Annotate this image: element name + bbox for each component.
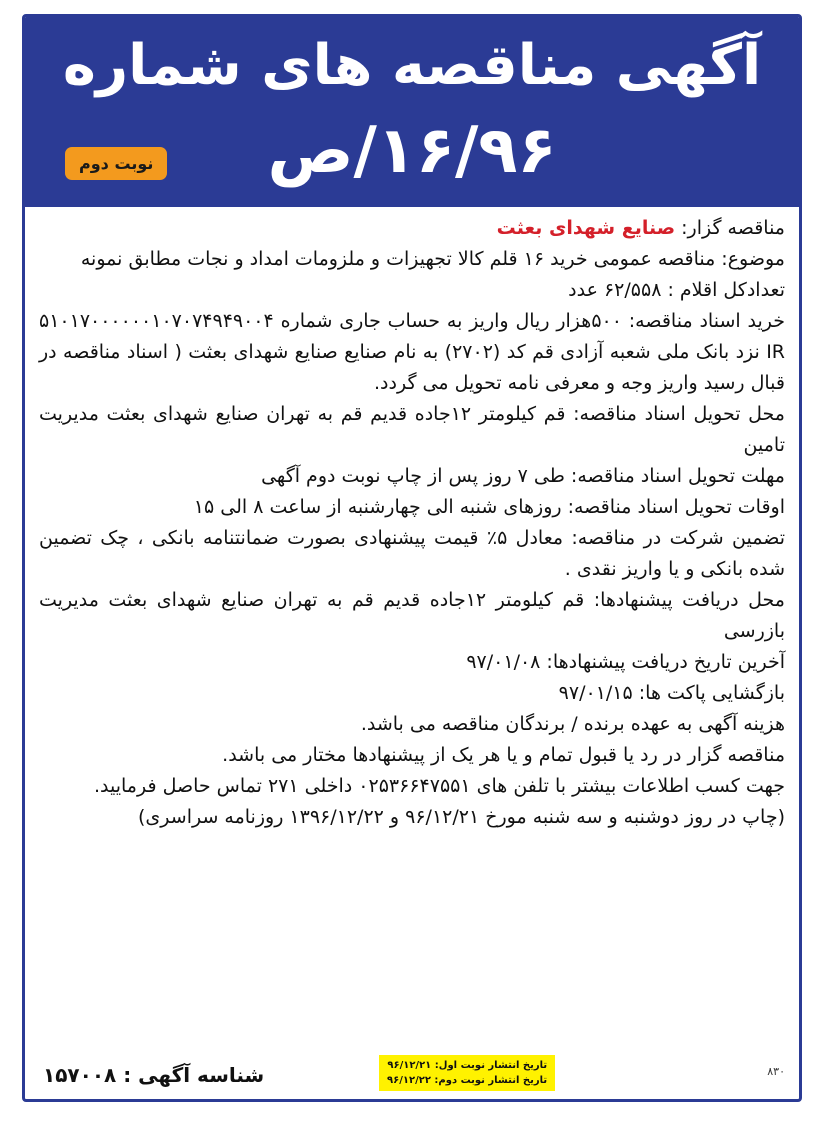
item-count-line: تعدادکل اقلام : ۶۲/۵۵۸ عدد: [568, 279, 785, 301]
title-line-1: آگهی مناقصه های شماره: [62, 33, 762, 98]
delivery-deadline-line: مهلت تحویل اسناد مناقصه: طی ۷ روز پس از چاپ نوبت دوم آگهی: [261, 465, 785, 487]
publish-dates-box: [379, 1055, 555, 1091]
rights-line: مناقصه گزار در رد یا قبول تمام و یا هر یک از پیشنهادها مختار می باشد.: [222, 744, 785, 766]
second-round-badge: نوبت دوم: [65, 147, 167, 180]
organizer-name: صنایع شهدای بعثت: [496, 217, 676, 239]
first-publish-date: تاریخ انتشار نوبت اول: ۹۶/۱۲/۲۱: [387, 1060, 548, 1071]
subject-line: موضوع: مناقصه عمومی خرید ۱۶ قلم کالا تجهیزات و ملزومات امداد و نجات مطابق نمونه: [80, 248, 785, 270]
second-publish-date: تاریخ انتشار نوبت دوم: ۹۶/۱۲/۲۲: [387, 1075, 548, 1086]
guarantee-paragraph: تضمین شرکت در مناقصه: معادل ۵٪ قیمت پیشنهادی بصورت ضمانتنامه بانکی ، چک تضمین شده بانکی و یا واریز نقدی .: [39, 527, 785, 580]
purchase-docs-paragraph: خرید اسناد مناقصه: ۵۰۰هزار ریال واریز به حساب جاری شماره ۵۱۰۱۷۰۰۰۰۰۰۱۰۷۰۷۴۹۴۹۰۰۴ IR نزد بانک ملی شعبه آزادی قم کد (۲۷۰۲) به نام صنایع صنایع شهدای بعثت ( اسناد مناقصه در قبال رسید واریز وجه و معرفی نامه تحویل می گردد.: [39, 310, 786, 394]
last-date-line: آخرین تاریخ دریافت پیشنهادها: ۹۷/۰۱/۰۸: [466, 651, 785, 673]
publish-line: (چاپ در روز دوشنبه و سه شنبه مورخ ۹۶/۱۲/۲۱ و ۱۳۹۶/۱۲/۲۲ روزنامه سراسری): [138, 806, 785, 828]
ad-frame: [22, 14, 802, 1102]
organizer-label: مناقصه گزار:: [675, 217, 785, 239]
contact-paragraph: جهت کسب اطلاعات بیشتر با تلفن های ۰۲۵۳۶۶۴۷۵۵۱ داخلی ۲۷۱ تماس حاصل فرمایید.: [93, 775, 785, 797]
ad-body: [39, 213, 785, 833]
delivery-place-paragraph: محل تحویل اسناد مناقصه: قم کیلومتر ۱۲جاده قدیم قم به تهران صنایع شهدای بعثت مدیریت تامین: [39, 403, 785, 456]
footer: [25, 1055, 799, 1099]
ad-id: شناسه آگهی : ۱۵۷۰۰۸: [43, 1063, 265, 1087]
opening-line: بازگشایی پاکت ها: ۹۷/۰۱/۱۵: [558, 682, 785, 704]
title-line-2: ۱۶/۹۶/ص: [267, 114, 557, 188]
organizer-line: [39, 213, 785, 244]
page-code: ۸۳۰: [767, 1065, 785, 1078]
cost-line: هزینه آگهی به عهده برنده / برندگان مناقصه می باشد.: [360, 713, 785, 735]
proposal-place-paragraph: محل دریافت پیشنهادها: قم کیلومتر ۱۲جاده قدیم قم به تهران صنایع شهدای بعثت مدیریت بازرسی: [39, 589, 785, 642]
delivery-hours-line: اوقات تحویل اسناد مناقصه: روزهای شنبه الی چهارشنبه از ساعت ۸ الی ۱۵: [193, 496, 785, 518]
header-banner: [25, 17, 799, 207]
